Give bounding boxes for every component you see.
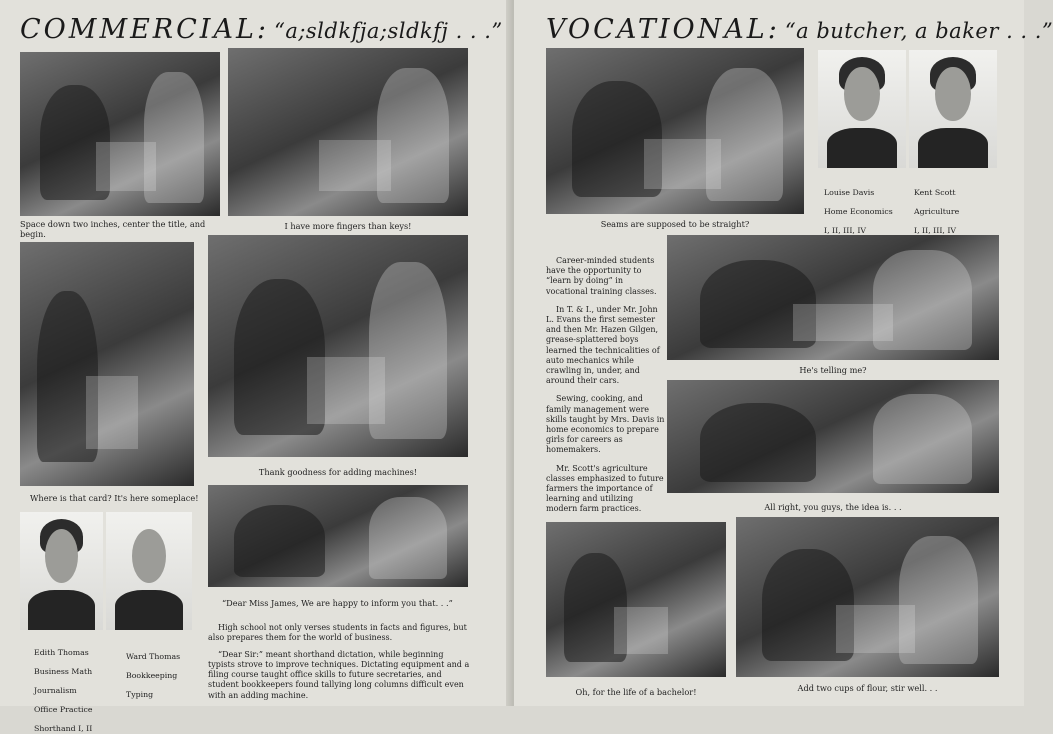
caption-typewriter: I have more fingers than keys! (284, 221, 412, 231)
teacher-subject: I, II, III, IV (914, 225, 957, 235)
photo-cooking (736, 517, 999, 677)
teacher-subject: I, II, III, IV (824, 225, 867, 235)
caption-flour: Add two cups of flour, stir well. . . (797, 683, 938, 693)
body-paragraph: Career-minded students have the opportunity to “learn by doing” in vocational training classes. (546, 256, 657, 296)
teacher-name: Louise Davis (824, 187, 875, 197)
body-paragraph: “Dear Sir:” meant shorthand dictation, while beginning typists strove to improve techniques. Dictating equipment and a filing course taught office skills to future secretaries, and student bookkeepers found tallying long columns difficult even with an adding machine. (208, 649, 470, 700)
caption-seams: Seams are supposed to be straight? (600, 219, 750, 229)
portrait-louise-davis (818, 50, 906, 168)
left-heading (20, 14, 503, 45)
caption-adding-machines: Thank goodness for adding machines! (258, 467, 418, 477)
caption-telling: He's telling me? (799, 365, 867, 375)
teacher-ward-thomas (126, 642, 206, 700)
teacher-subject: Bookkeeping (126, 670, 178, 680)
teacher-name: Kent Scott (914, 187, 956, 197)
right-page (514, 0, 1053, 706)
photo-bachelor (546, 522, 726, 677)
caption-dictation: “Dear Miss James, We are happy to inform you that. . .” (222, 598, 453, 608)
body-paragraph: Mr. Scott's agriculture classes emphasized to future farmers the importance of learning and utilizing modern farm practices. (546, 463, 664, 514)
teacher-subject: Shorthand I, II (34, 724, 93, 734)
right-body-text (546, 256, 666, 523)
teacher-name: Edith Thomas (34, 647, 89, 657)
right-heading (546, 14, 1053, 45)
body-paragraph: Sewing, cooking, and family management were skills taught by Mrs. Davis in home economics to prepare girls for careers as homemakers. (546, 394, 665, 455)
teacher-subject: Home Economics (824, 206, 893, 216)
teacher-edith-thomas (34, 638, 114, 734)
photo-typewriter (228, 48, 468, 216)
photo-adding-machines (208, 235, 468, 457)
portrait-ward-thomas (106, 512, 192, 630)
photo-dictation (208, 485, 468, 587)
teacher-subject: Office Practice (34, 705, 93, 715)
left-heading-quote: “a;sldkfja;sldkfj . . .” (274, 19, 503, 43)
photo-card (20, 242, 194, 486)
portrait-edith-thomas (20, 512, 103, 630)
caption-bachelor: Oh, for the life of a bachelor! (575, 687, 697, 697)
portrait-kent-scott (909, 50, 997, 168)
body-paragraph: In T. & I., under Mr. John L. Evans the first semester and then Mr. Hazen Gilgen, grease-splattered boys learned the technicalities of auto mechanics while crawling in, under, and around their cars. (546, 304, 660, 386)
photo-sewing (546, 48, 804, 214)
left-page (0, 0, 510, 734)
body-paragraph: High school not only verses students in facts and figures, but also prepares them for the world of business. (208, 623, 467, 643)
left-heading-keyword: COMMERCIAL: (20, 14, 269, 45)
teacher-subject: Agriculture (914, 206, 960, 216)
caption-idea: All right, you guys, the idea is. . . (764, 502, 902, 512)
photo-auto-shop (667, 380, 999, 493)
teacher-subject: Business Math (34, 666, 93, 676)
photo-telling (667, 235, 999, 360)
teacher-subject: Typing (126, 689, 154, 699)
teacher-name: Ward Thomas (126, 651, 181, 661)
photo-typing-class (20, 52, 220, 216)
caption-typing-class: Space down two inches, center the title, and begin. (20, 219, 206, 239)
caption-card: Where is that card? It's here someplace! (30, 493, 199, 503)
teacher-subject: Journalism (34, 685, 77, 695)
right-heading-quote: “a butcher, a baker . . .” (784, 19, 1053, 43)
right-heading-keyword: VOCATIONAL: (546, 14, 780, 45)
left-body-text (208, 623, 470, 707)
